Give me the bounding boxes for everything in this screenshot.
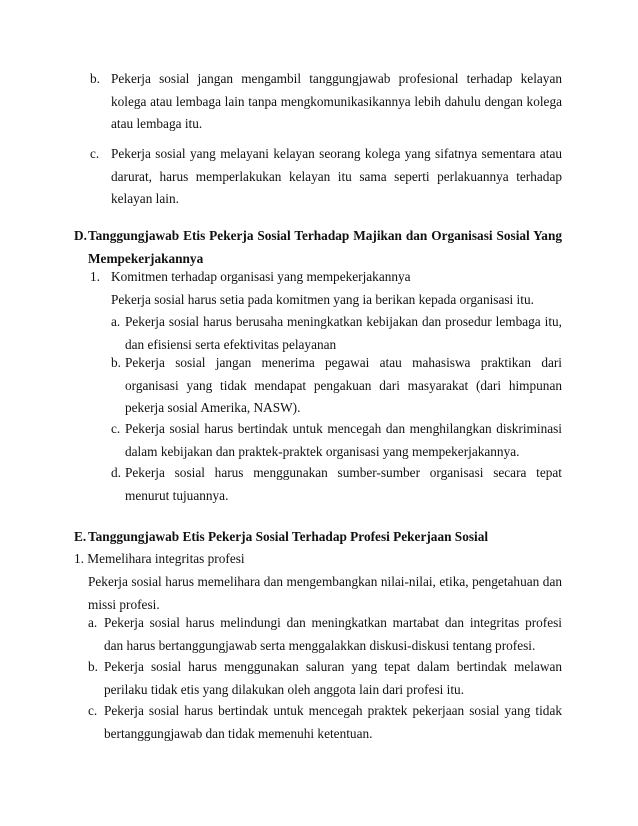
list-item-text: Pekerja sosial harus bertindak untuk mencegah praktek pekerjaan sosial yang tidak bertanggungjawab dan tidak memenuhi ketentuan. [104,703,562,741]
section-d-item-number: 1. [90,269,100,284]
section-e-title: Tanggungjawab Etis Pekerja Sosial Terhadap Profesi Pekerjaan Sosial [88,529,489,544]
list-item-label: b. [88,659,98,674]
list-item-text: Pekerja sosial harus berusaha meningkatkan kebijakan dan prosedur lembaga itu, dan efisiensi serta efektivitas pelayanan [125,314,562,352]
list-item-label: b. [111,355,121,370]
list-item-text: Pekerja sosial harus bertindak untuk mencegah dan menghilangkan diskriminasi dalam kebijakan dan praktek-praktek organisasi yang mempekerjakannya. [125,421,562,459]
list-item-text: Pekerja sosial jangan menerima pegawai atau mahasiswa praktikan dari organisasi yang tidak mendapat pengakuan dari masyarakat (dari himpunan pekerja sosial Amerika, NASW). [125,355,562,416]
section-e-item-heading: 1. Memelihara integritas profesi [74,551,245,566]
section-d-intro: Pekerja sosial harus setia pada komitmen yang ia berikan kepada organisasi itu. [111,292,534,307]
list-item-label: b. [90,71,100,86]
list-item-label: c. [90,146,100,161]
section-e-label: E. [74,529,87,544]
list-item-text: Pekerja sosial yang melayani kelayan seorang kolega yang sifatnya sementara atau darurat, harus memperlakukan kelayan itu sama seperti perlakuannya terhadap kelayan lain. [111,146,562,207]
list-item-label: c. [88,703,98,718]
section-e-intro: Pekerja sosial harus memelihara dan mengembangkan nilai-nilai, etika, pengetahuan dan missi profesi. [88,574,562,612]
list-item-label: c. [111,421,121,436]
list-item-text: Pekerja sosial harus menggunakan saluran yang tepat dalam bertindak melawan perilaku tidak etis yang dilakukan oleh anggota lain dari profesi itu. [104,659,562,697]
section-d-item-title: Komitmen terhadap organisasi yang mempekerjakannya [111,269,411,284]
list-item-text: Pekerja sosial harus melindungi dan meningkatkan martabat dan integritas profesi dan harus bertanggungjawab serta menggalakkan diskusi-diskusi tentang profesi. [104,615,562,653]
list-item-text: Pekerja sosial jangan mengambil tanggungjawab profesional terhadap kelayan kolega atau lembaga lain tanpa mengkomunikasikannya lebih dahulu dengan kolega atau lembaga itu. [111,71,562,132]
list-item-label: d. [111,465,121,480]
section-d-label: D. [74,228,87,243]
section-d-title: Tanggungjawab Etis Pekerja Sosial Terhadap Majikan dan Organisasi Sosial Yang Mempekerjakannya [88,228,562,266]
list-item-text: Pekerja sosial harus menggunakan sumber-sumber organisasi secara tepat menurut tujuannya. [125,465,562,503]
list-item-label: a. [88,615,98,630]
list-item-label: a. [111,314,121,329]
